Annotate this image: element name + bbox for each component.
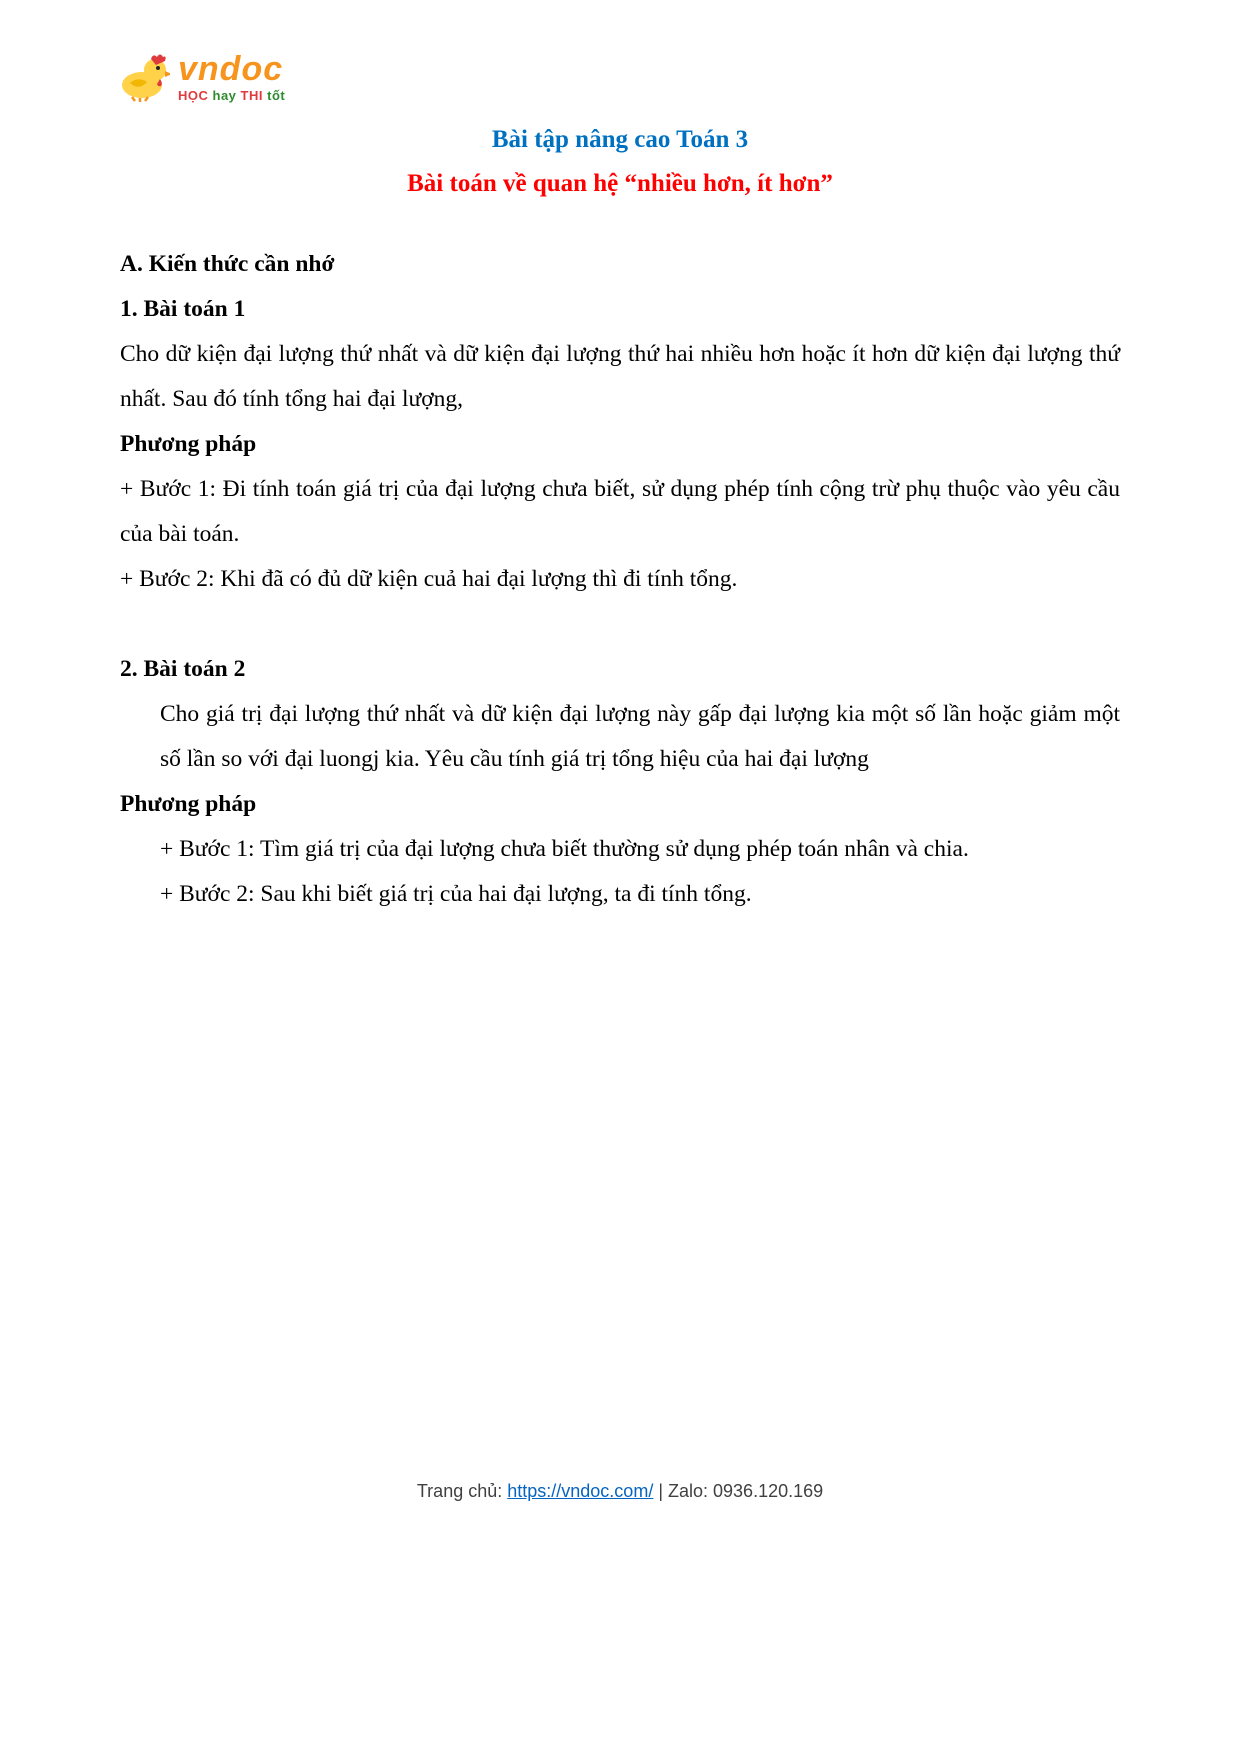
document-subtitle: Bài toán về quan hệ “nhiều hơn, ít hơn” <box>407 170 833 197</box>
method1-heading: Phương pháp <box>120 431 257 457</box>
footer-homepage-label: Trang chủ: <box>416 1481 508 1501</box>
document-title: Bài tập nâng cao Toán 3 <box>491 126 749 153</box>
vndoc-logo <box>118 52 285 107</box>
footer-zalo-label: | Zalo: 0936.120.169 <box>653 1481 824 1501</box>
method2-heading: Phương pháp <box>120 791 257 817</box>
brand-tagline: HỌC hay THI tốt <box>178 88 286 103</box>
method2-step2: + Bước 2: Sau khi biết giá trị của hai đại lượng, ta đi tính tổng. <box>160 881 752 907</box>
method2-step1: + Bước 1: Tìm giá trị của đại lượng chưa biết thường sử dụng phép toán nhân và chia. <box>160 836 969 862</box>
section-a-heading: A. Kiến thức cần nhớ <box>120 251 335 277</box>
chicken-mascot-icon <box>118 52 170 107</box>
problem1-paragraph: Cho dữ kiện đại lượng thứ nhất và dữ kiện đại lượng thứ hai nhiều hơn hoặc ít hơn dữ kiện đại lượng thứ nhất. Sau đó tính tổng hai đại lượng, <box>120 341 1120 412</box>
method1-step1: + Bước 1: Đi tính toán giá trị của đại lượng chưa biết, sử dụng phép tính cộng trừ phụ thuộc vào yêu cầu của bài toán. <box>120 476 1120 547</box>
problem2-heading: 2. Bài toán 2 <box>120 656 246 682</box>
brand-name: vndoc <box>178 50 284 88</box>
logo-text <box>178 52 285 104</box>
method1-step2: + Bước 2: Khi đã có đủ dữ kiện cuả hai đại lượng thì đi tính tổng. <box>120 566 738 592</box>
document-body <box>120 242 1120 917</box>
page-footer <box>0 1481 1240 1502</box>
problem2-paragraph: Cho giá trị đại lượng thứ nhất và dữ kiện đại lượng này gấp đại lượng kia một số lần hoặc giảm một số lần so với đại luongj kia. Yêu cầu tính giá trị tổng hiệu của hai đại lượng <box>160 701 1120 772</box>
homepage-link[interactable]: https://vndoc.com/ <box>507 1481 654 1501</box>
problem1-heading: 1. Bài toán 1 <box>120 296 246 322</box>
